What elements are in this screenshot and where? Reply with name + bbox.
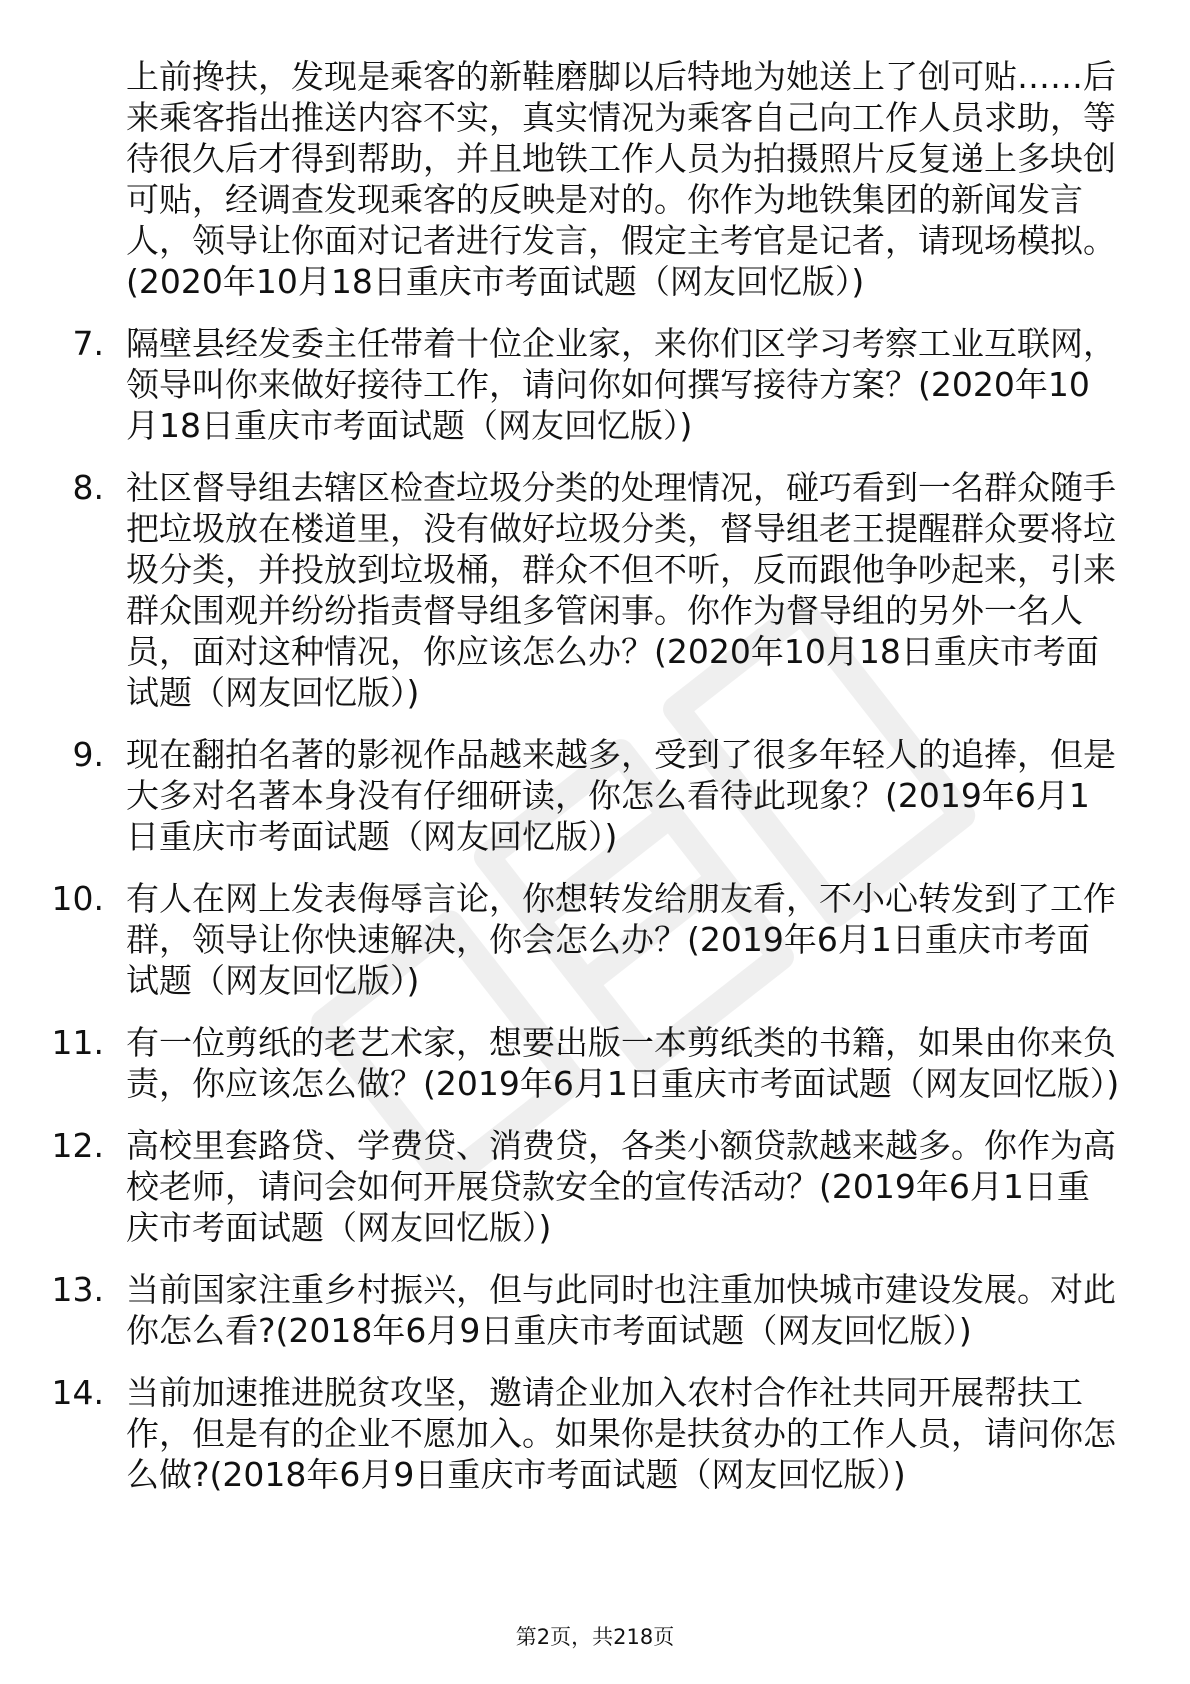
question-number: 14. xyxy=(51,1373,104,1412)
question-item-11 xyxy=(51,1022,1120,1104)
question-item-12 xyxy=(51,1125,1120,1248)
question-text: 社区督导组去辖区检查垃圾分类的处理情况，碰巧看到一名群众随手把垃圾放在楼道里，没有做好垃圾分类，督导组老王提醒群众要将垃圾分类，并投放到垃圾桶，群众不但不听，反而跟他争吵起来，引来群众围观并纷纷指责督导组多管闲事。你作为督导组的另外一名人员，面对这种情况，你应该怎么办？(2020年10月18日重庆市考面试题（网友回忆版）) xyxy=(126,468,1116,712)
question-text: 有人在网上发表侮辱言论，你想转发给朋友看，不小心转发到了工作群，领导让你快速解决，你会怎么办？(2019年6月1日重庆市考面试题（网友回忆版）) xyxy=(126,879,1116,1000)
question-number: 12. xyxy=(51,1126,104,1165)
question-item-8 xyxy=(72,467,1120,713)
question-number: 8. xyxy=(72,468,104,507)
question-number: 9. xyxy=(72,735,104,774)
page-number-label: 第2页，共218页 xyxy=(515,1625,675,1649)
question-text: 现在翻拍名著的影视作品越来越多，受到了很多年轻人的追捧，但是大多对名著本身没有仔细研读，你怎么看待此现象？(2019年6月1日重庆市考面试题（网友回忆版）) xyxy=(126,735,1116,856)
question-text: 有一位剪纸的老艺术家，想要出版一本剪纸类的书籍，如果由你来负责，你应该怎么做？(2019年6月1日重庆市考面试题（网友回忆版）) xyxy=(126,1023,1120,1103)
question-item-10 xyxy=(51,878,1120,1001)
question-item-7 xyxy=(72,323,1120,446)
question-text: 当前国家注重乡村振兴，但与此同时也注重加快城市建设发展。对此你怎么看?(2018年6月9日重庆市考面试题（网友回忆版）) xyxy=(126,1270,1116,1350)
page-footer xyxy=(0,1624,1190,1650)
question-text: 高校里套路贷、学费贷、消费贷，各类小额贷款越来越多。你作为高校老师，请问会如何开展贷款安全的宣传活动？(2019年6月1日重庆市考面试题（网友回忆版）) xyxy=(126,1126,1116,1247)
question-item-13 xyxy=(51,1269,1120,1351)
question-text: 隔壁县经发委主任带着十位企业家，来你们区学习考察工业互联网，领导叫你来做好接待工作，请问你如何撰写接待方案？(2020年10月18日重庆市考面试题（网友回忆版）) xyxy=(126,324,1116,445)
question-number: 7. xyxy=(72,324,104,363)
continued-question-text: 上前搀扶，发现是乘客的新鞋磨脚以后特地为她送上了创可贴……后来乘客指出推送内容不实，真实情况为乘客自己向工作人员求助，等待很久后才得到帮助，并且地铁工作人员为拍摄照片反复递上多块创可贴，经调查发现乘客的反映是对的。你作为地铁集团的新闻发言人，领导让你面对记者进行发言，假定主考官是记者，请现场模拟。(2020年10月18日重庆市考面试题（网友回忆版）) xyxy=(126,57,1116,301)
question-item-9 xyxy=(72,734,1120,857)
question-item-14 xyxy=(51,1372,1120,1495)
document-body xyxy=(51,56,1120,1495)
question-number: 10. xyxy=(51,879,104,918)
question-text: 当前加速推进脱贫攻坚，邀请企业加入农村合作社共同开展帮扶工作，但是有的企业不愿加入。如果你是扶贫办的工作人员，请问你怎么做?(2018年6月9日重庆市考面试题（网友回忆版）) xyxy=(126,1373,1116,1494)
question-number: 11. xyxy=(51,1023,104,1062)
question-number: 13. xyxy=(51,1270,104,1309)
